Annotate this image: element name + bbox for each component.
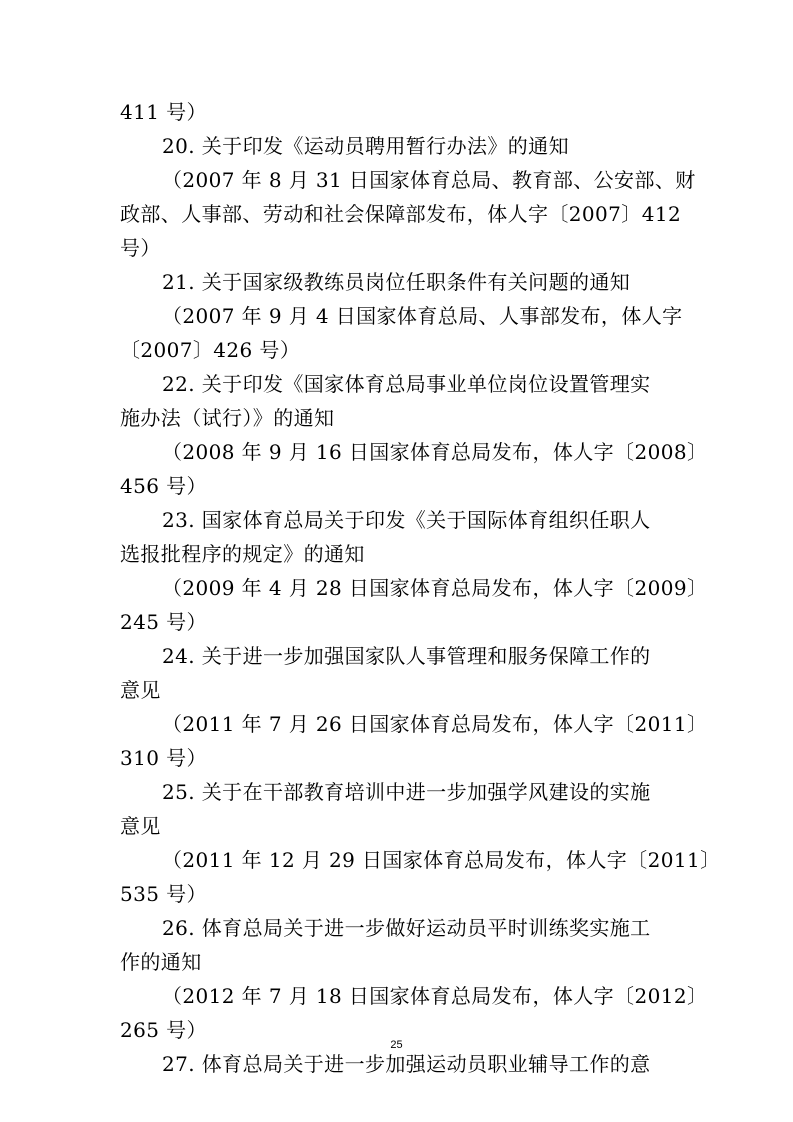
text-line: 施办法（试行）》的通知 [120,406,335,430]
text-line: 535 号） [120,882,207,906]
text-line: 26. 体育总局关于进一步做好运动员平时训练奖实施工 [162,916,651,940]
text-line: 245 号） [120,610,207,634]
text-line: 21. 关于国家级教练员岗位任职条件有关问题的通知 [162,270,631,294]
page-number: 25 [390,1039,403,1051]
text-line: 24. 关于进一步加强国家队人事管理和服务保障工作的 [162,644,651,668]
text-line: 作的通知 [120,950,202,974]
text-line: 23. 国家体育总局关于印发《关于国际体育组织任职人 [162,508,651,532]
text-line: 20. 关于印发《运动员聘用暂行办法》的通知 [162,134,569,158]
text-line: 政部、人事部、劳动和社会保障部发布，体人字〔2007〕412 [120,202,682,226]
text-line: 选报批程序的规定》的通知 [120,542,365,566]
text-line: 25. 关于在干部教育培训中进一步加强学风建设的实施 [162,780,651,804]
text-line: 意见 [120,814,161,838]
text-line: 22. 关于印发《国家体育总局事业单位岗位设置管理实 [162,372,651,396]
text-line: 456 号） [120,474,207,498]
text-line: 310 号） [120,746,207,770]
text-line: （2007 年 8 月 31 日国家体育总局、教育部、公安部、财 [162,168,696,192]
text-line: 号） [120,236,161,260]
text-line: （2009 年 4 月 28 日国家体育总局发布，体人字〔2009〕 [162,576,708,600]
text-line: 〔2007〕426 号） [120,338,301,362]
text-line: （2008 年 9 月 16 日国家体育总局发布，体人字〔2008〕 [162,440,708,464]
text-line: 27. 体育总局关于进一步加强运动员职业辅导工作的意 [162,1052,651,1076]
text-line: 411 号） [120,100,207,124]
text-line: （2011 年 12 月 29 日国家体育总局发布，体人字〔2011〕 [162,848,721,872]
text-line: （2011 年 7 月 26 日国家体育总局发布，体人字〔2011〕 [162,712,708,736]
text-line: 265 号） [120,1018,207,1042]
text-line: 意见 [120,678,161,702]
text-line: （2012 年 7 月 18 日国家体育总局发布，体人字〔2012〕 [162,984,708,1008]
text-line: （2007 年 9 月 4 日国家体育总局、人事部发布，体人字 [162,304,683,328]
